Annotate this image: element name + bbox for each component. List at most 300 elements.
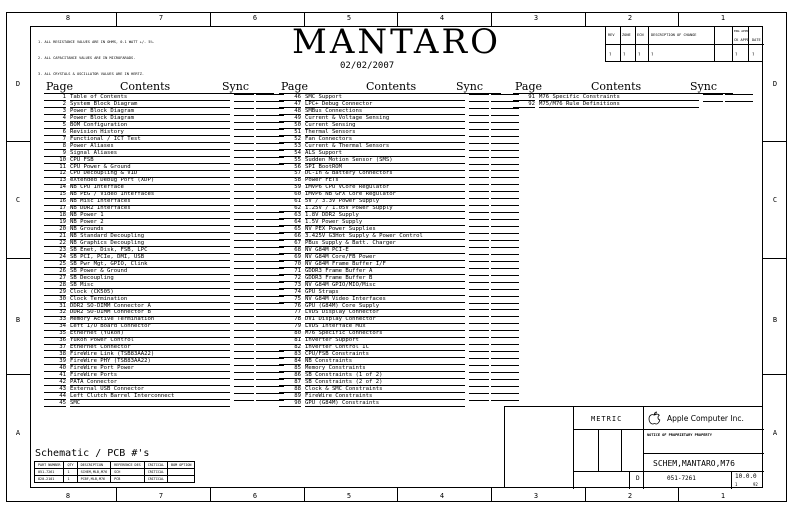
toc-contents: LVDS Interface Mux (305, 323, 465, 330)
toc-contents: NV G84M Frame Buffer I/F (305, 261, 465, 268)
toc-sync-line (234, 164, 254, 165)
toc-contents: Current & Thermal Sensors (305, 143, 465, 150)
toc-page-number: 26 (44, 268, 66, 275)
toc-sync-line (234, 400, 254, 401)
note-line: 2. ALL CAPACITANCE VALUES ARE IN MICROFARADS. (38, 56, 136, 61)
toc-sync-line (469, 296, 489, 297)
toc-contents: NB CPU Interface (70, 184, 230, 191)
toc-page-number: 49 (279, 115, 301, 122)
toc-contents: DDR2 SO-DIMM Connector A (70, 303, 230, 310)
toc-date-line (491, 400, 519, 401)
rev-header: REV (608, 33, 615, 37)
toc-page-number: 50 (279, 122, 301, 129)
toc-date-line (491, 372, 519, 373)
toc-page-number: 5 (44, 122, 66, 129)
col-header-sync: Sync (222, 80, 249, 93)
toc-date-line (491, 184, 519, 185)
toc-sync-line (234, 226, 254, 227)
toc-page-number: 73 (279, 282, 301, 289)
toc-sync-line (469, 254, 489, 255)
drawing-number: 051-7261 (667, 475, 696, 482)
toc-page-number: 11 (44, 164, 66, 171)
revision-value: 10.0.0 (735, 473, 757, 480)
zone-col-label: 2 (627, 14, 633, 22)
bom-header: CRITICAL (144, 462, 167, 469)
zone-col-label: 4 (439, 492, 445, 500)
toc-contents: SB Constraints (2 of 2) (305, 379, 465, 386)
zone-col-label: 5 (346, 14, 352, 22)
bom-cell: 1 (64, 476, 77, 483)
zone-row-label: B (15, 316, 21, 324)
toc-date-line (491, 323, 519, 324)
toc-page-number: 25 (44, 261, 66, 268)
zone-col-label: 6 (252, 492, 258, 500)
toc-page-number: 4 (44, 115, 66, 122)
toc-contents: NV G84M Core/FB Power (305, 254, 465, 261)
bom-cell: PCB (111, 476, 145, 483)
toc-sync-line (469, 212, 489, 213)
toc-page-number: 18 (44, 212, 66, 219)
toc-sync-line (469, 101, 489, 102)
toc-sync-line (469, 157, 489, 158)
toc-page-number: 67 (279, 240, 301, 247)
toc-contents: SB Power & Ground (70, 268, 230, 275)
toc-date-line (491, 233, 519, 234)
toc-contents: NB Standard Decoupling (70, 233, 230, 240)
toc-sync-line (469, 268, 489, 269)
toc-contents: Ethernet (Yukon) (70, 330, 230, 337)
bom-cell: SCH (111, 469, 145, 476)
toc-sync-line (234, 198, 254, 199)
toc-contents: DDR2 SO-DIMM Connector B (70, 309, 230, 316)
toc-sync-line (469, 309, 489, 310)
toc-contents: Sudden Motion Sensor (SMS) (305, 157, 465, 164)
toc-page-number: 47 (279, 101, 301, 108)
note-line: 3. ALL CRYSTALS & OSCILLATOR VALUES ARE IN HERTZ. (38, 71, 145, 76)
toc-sync-line (469, 344, 489, 345)
col-header-contents: Contents (120, 80, 171, 93)
zone-row-label: A (15, 429, 21, 437)
toc-contents: Memory Active Termination (70, 316, 230, 323)
toc-page-number: 28 (44, 282, 66, 289)
toc-contents: NV PEX Power Supplies (305, 226, 465, 233)
toc-sync-line (469, 205, 489, 206)
toc-date-line (491, 122, 519, 123)
toc-date-line (491, 275, 519, 276)
toc-sync-line (469, 94, 489, 95)
toc-page-number: 81 (279, 337, 301, 344)
toc-sync-line (234, 261, 254, 262)
rev-cell: ? (638, 52, 641, 57)
toc-sync-line (234, 205, 254, 206)
toc-page-number: 2 (44, 101, 66, 108)
toc-sync-line (234, 184, 254, 185)
toc-sync-line (469, 115, 489, 116)
zone-col-label: 2 (627, 492, 633, 500)
toc-date-line (491, 143, 519, 144)
toc-page-number: 21 (44, 233, 66, 240)
toc-page-number: 54 (279, 150, 301, 157)
bom-header: REFERENCE DES (111, 462, 145, 469)
toc-contents: CPU FSB (70, 157, 230, 164)
toc-sync-line (234, 316, 254, 317)
toc-sync-line (234, 129, 254, 130)
toc-contents: NV G84M Video Interfaces (305, 296, 465, 303)
toc-sync-line (469, 358, 489, 359)
toc-date-line (491, 254, 519, 255)
toc-contents: Clock & SMC Constraints (305, 386, 465, 393)
toc-date-line (491, 219, 519, 220)
toc-contents: M76 Specific Constraints (539, 94, 699, 101)
toc-date-line (491, 177, 519, 178)
eng-appd-label: ENG APPD (734, 29, 749, 33)
toc-page-number: 61 (279, 198, 301, 205)
rev-header: ZONE (622, 33, 631, 37)
toc-page-number: 68 (279, 247, 301, 254)
toc-contents: NB Grounds (70, 226, 230, 233)
zone-row-label: C (772, 196, 778, 204)
toc-page-number: 19 (44, 219, 66, 226)
general-notes (38, 30, 155, 87)
toc-date-line (491, 136, 519, 137)
toc-contents: SMBus Connections (305, 108, 465, 115)
toc-sync-line (469, 226, 489, 227)
toc-page-number: 60 (279, 191, 301, 198)
toc-page-number: 41 (44, 372, 66, 379)
toc-contents: Power Aliases (70, 143, 230, 150)
toc-sync-line (234, 386, 254, 387)
toc-sync-line (234, 282, 254, 283)
toc-contents: 1.5V Power Supply (305, 219, 465, 226)
toc-sync-line (469, 316, 489, 317)
toc-sync-line (469, 351, 489, 352)
toc-sync-line (469, 177, 489, 178)
bom-header: BOM OPTION (168, 462, 195, 469)
toc-contents: NB DDR2 Interfaces (70, 205, 230, 212)
toc-page-number: 35 (44, 330, 66, 337)
toc-page-number: 80 (279, 330, 301, 337)
toc-contents: SMC (70, 400, 230, 407)
toc-sync-line (234, 330, 254, 331)
toc-contents: ALS Support (305, 150, 465, 157)
toc-page-number: 76 (279, 303, 301, 310)
toc-contents: SB Enet, Disk, FSB, LPC (70, 247, 230, 254)
bom-cell: PCBF,MLB,M76 (77, 476, 111, 483)
toc-sync-line (703, 101, 723, 102)
toc-sync-line (234, 275, 254, 276)
toc-date-line (491, 379, 519, 380)
toc-date-line (491, 393, 519, 394)
toc-sync-line (234, 358, 254, 359)
zone-col-label: 5 (346, 492, 352, 500)
toc-sync-line (469, 247, 489, 248)
toc-contents: Revision History (70, 129, 230, 136)
toc-date-line (491, 212, 519, 213)
toc-sync-line (234, 212, 254, 213)
toc-contents: Clock Termination (70, 296, 230, 303)
toc-sync-line (234, 219, 254, 220)
rev-cell: ? (609, 52, 612, 57)
toc-date-line (491, 261, 519, 262)
toc-sync-line (234, 177, 254, 178)
toc-date-line (491, 115, 519, 116)
toc-contents: Left I/O Board Connector (70, 323, 230, 330)
apple-logo-icon (647, 411, 661, 425)
toc-page-number: 12 (44, 170, 66, 177)
toc-sync-line (234, 296, 254, 297)
toc-date-line (491, 296, 519, 297)
toc-contents: DC-In & Battery Connectors (305, 170, 465, 177)
toc-sync-line (234, 247, 254, 248)
toc-contents: Left Clutch Barrel Interconnect (70, 393, 230, 400)
toc-contents: CPU/FSB Constraints (305, 351, 465, 358)
toc-sync-line (234, 323, 254, 324)
toc-contents: Table of Contents (70, 94, 230, 101)
toc-contents: Inverter Support (305, 337, 465, 344)
toc-contents: Power Block Diagram (70, 108, 230, 115)
toc-sync-line (469, 219, 489, 220)
toc-contents: SB Pwr Mgt, GPIO, Clink (70, 261, 230, 268)
toc-contents: NB Power 2 (70, 219, 230, 226)
toc-contents: 3.425V G3Hot Supply & Power Control (305, 233, 465, 240)
toc-sync-line (469, 198, 489, 199)
toc-contents: NB PEG / Video Interfaces (70, 191, 230, 198)
schematic-pcb-title: Schematic / PCB #'s (35, 448, 150, 459)
toc-page-number: 65 (279, 226, 301, 233)
toc-contents: 1.8V DDR2 Supply (305, 212, 465, 219)
title-date: 02/02/2007 (340, 61, 395, 71)
toc-contents: GPU Straps (305, 289, 465, 296)
toc-sync-line (469, 184, 489, 185)
toc-page-number: 52 (279, 136, 301, 143)
toc-page-number: 31 (44, 303, 66, 310)
toc-contents: NV G84M PCI-E (305, 247, 465, 254)
bom-cell: 051-7261 (35, 469, 64, 476)
bom-cell: CRITICAL (144, 476, 167, 483)
size-value: D (636, 475, 640, 482)
toc-page-number: 72 (279, 275, 301, 282)
toc-page-number: 85 (279, 365, 301, 372)
rev-cell: ? (752, 52, 755, 57)
sheet-number: 1 (735, 482, 738, 487)
toc-sync-line (469, 372, 489, 373)
toc-date-line (491, 330, 519, 331)
zone-col-label: 4 (439, 14, 445, 22)
toc-sync-line (234, 309, 254, 310)
toc-contents: FireWire Ports (70, 372, 230, 379)
rev-cell: ? (651, 52, 654, 57)
toc-page-number: 77 (279, 309, 301, 316)
toc-date-line (491, 150, 519, 151)
toc-contents: Power FETs (305, 177, 465, 184)
bom-cell: CRITICAL (144, 469, 167, 476)
toc-page-number: 69 (279, 254, 301, 261)
toc-page-number: 8 (44, 143, 66, 150)
toc-sync-line (469, 275, 489, 276)
toc-contents: Memory Constraints (305, 365, 465, 372)
zone-col-label: 7 (158, 14, 164, 22)
toc-contents: LVDS Display Connector (305, 309, 465, 316)
toc-date-line (491, 198, 519, 199)
toc-sync-line (234, 289, 254, 290)
toc-page-number: 39 (44, 358, 66, 365)
toc-contents: IMVP6 NB GFX Core Regulator (305, 191, 465, 198)
toc-date-line (491, 303, 519, 304)
sheet-of: 92 (753, 482, 758, 487)
toc-contents: Power Block Diagram (70, 115, 230, 122)
toc-contents: SB Constraints (1 of 2) (305, 372, 465, 379)
bom-cell: 820-2101 (35, 476, 64, 483)
toc-page-number: 53 (279, 143, 301, 150)
bom-row (35, 476, 195, 483)
toc-date-line (491, 247, 519, 248)
toc-page-number: 29 (44, 289, 66, 296)
toc-date-line (491, 282, 519, 283)
toc-contents: GDDR3 Frame Buffer A (305, 268, 465, 275)
rev-header: ECN (637, 33, 644, 37)
toc-date-line (491, 344, 519, 345)
bom-cell: 1 (64, 469, 77, 476)
toc-date-line (491, 157, 519, 158)
zone-col-label: 3 (533, 14, 539, 22)
toc-contents: CPU Power & Ground (70, 164, 230, 171)
toc-sync-line (469, 337, 489, 338)
zone-row-label: D (15, 80, 21, 88)
toc-sync-line (234, 351, 254, 352)
toc-date-line (491, 365, 519, 366)
toc-page-number: 55 (279, 157, 301, 164)
zone-col-label: 8 (65, 492, 71, 500)
toc-page-number: 66 (279, 233, 301, 240)
toc-contents: eXtended Debug Port (XDP) (70, 177, 230, 184)
toc-page-number: 70 (279, 261, 301, 268)
toc-sync-line (234, 122, 254, 123)
toc-page-number: 75 (279, 296, 301, 303)
toc-page-number: 3 (44, 108, 66, 115)
toc-contents: Clock (CK505) (70, 289, 230, 296)
toc-contents: 5V / 3.3V Power Supply (305, 198, 465, 205)
toc-sync-line (469, 233, 489, 234)
toc-date-line (491, 337, 519, 338)
toc-date-line (491, 289, 519, 290)
toc-date-line (491, 358, 519, 359)
toc-page-number: 48 (279, 108, 301, 115)
toc-page-number: 92 (513, 101, 535, 108)
col-header-page: Page (281, 80, 309, 93)
toc-date-line (491, 386, 519, 387)
bom-table (34, 461, 195, 483)
toc-page-number: 89 (279, 393, 301, 400)
toc-sync-line (469, 129, 489, 130)
toc-date-line (725, 101, 753, 102)
zone-col-label: 7 (158, 492, 164, 500)
toc-sync-line (234, 136, 254, 137)
bom-cell: SCHEM,MLB,M76 (77, 469, 111, 476)
col-header-sync: Sync (456, 80, 483, 93)
toc-page-number: 20 (44, 226, 66, 233)
bom-header: PART NUMBER (35, 462, 64, 469)
toc-sync-line (234, 191, 254, 192)
toc-date-line (725, 94, 753, 95)
toc-contents: Current Sensing (305, 122, 465, 129)
toc-contents: Signal Aliases (70, 150, 230, 157)
toc-page-number: 37 (44, 344, 66, 351)
toc-page-number: 36 (44, 337, 66, 344)
toc-sync-line (234, 150, 254, 151)
zone-row-label: B (772, 316, 778, 324)
toc-page-number: 79 (279, 323, 301, 330)
toc-page-number: 38 (44, 351, 66, 358)
zone-row-label: C (15, 196, 21, 204)
toc-sync-line (469, 108, 489, 109)
toc-page-number: 64 (279, 219, 301, 226)
toc-contents: M76 Specific Connectors (305, 330, 465, 337)
toc-page-number: 62 (279, 205, 301, 212)
toc-contents: SB Decoupling (70, 275, 230, 282)
toc-date-line (491, 268, 519, 269)
toc-page-number: 58 (279, 177, 301, 184)
toc-sync-line (469, 400, 489, 401)
toc-contents: Yukon Power Control (70, 337, 230, 344)
toc-page-number: 17 (44, 205, 66, 212)
zone-row-label: D (772, 80, 778, 88)
toc-contents: SPI BootROM (305, 164, 465, 171)
page-title: MANTARO (292, 22, 501, 62)
toc-contents: PATA Connector (70, 379, 230, 386)
rev-header: DESCRIPTION OF CHANGE (651, 33, 697, 37)
toc-sync-line (469, 365, 489, 366)
toc-date-line (491, 129, 519, 130)
toc-page-number: 15 (44, 191, 66, 198)
toc-sync-line (469, 136, 489, 137)
toc-contents: FireWire Port Power (70, 365, 230, 372)
toc-page-number: 32 (44, 309, 66, 316)
toc-sync-line (469, 303, 489, 304)
toc-sync-line (469, 240, 489, 241)
toc-contents: SB Misc (70, 282, 230, 289)
toc-page-number: 14 (44, 184, 66, 191)
toc-date-line (491, 240, 519, 241)
toc-page-number: 51 (279, 129, 301, 136)
toc-date-line (491, 164, 519, 165)
toc-contents: GPU (G84M) Constraints (305, 400, 465, 407)
col-header-page: Page (515, 80, 543, 93)
toc-page-number: 40 (44, 365, 66, 372)
toc-date-line (491, 191, 519, 192)
toc-page-number: 78 (279, 316, 301, 323)
toc-page-number: 23 (44, 247, 66, 254)
toc-contents: GDDR3 Frame Buffer B (305, 275, 465, 282)
bom-cell (168, 476, 195, 483)
bom-header: QTY (64, 462, 77, 469)
toc-page-number: 74 (279, 289, 301, 296)
toc-page-number: 83 (279, 351, 301, 358)
toc-sync-line (469, 261, 489, 262)
toc-page-number: 1 (44, 94, 66, 101)
toc-contents: SMC Support (305, 94, 465, 101)
toc-sync-line (234, 379, 254, 380)
toc-contents: 1.25V / 1.05V Power Supply (305, 205, 465, 212)
toc-contents: DVI Display Connector (305, 316, 465, 323)
rev-header: CK APPD (734, 38, 750, 42)
toc-page-number: 33 (44, 316, 66, 323)
col-header-page: Page (46, 80, 74, 93)
toc-sync-line (234, 344, 254, 345)
toc-page-number: 42 (44, 379, 66, 386)
toc-page-number: 27 (44, 275, 66, 282)
toc-page-number: 9 (44, 150, 66, 157)
col-header-contents: Contents (366, 80, 417, 93)
